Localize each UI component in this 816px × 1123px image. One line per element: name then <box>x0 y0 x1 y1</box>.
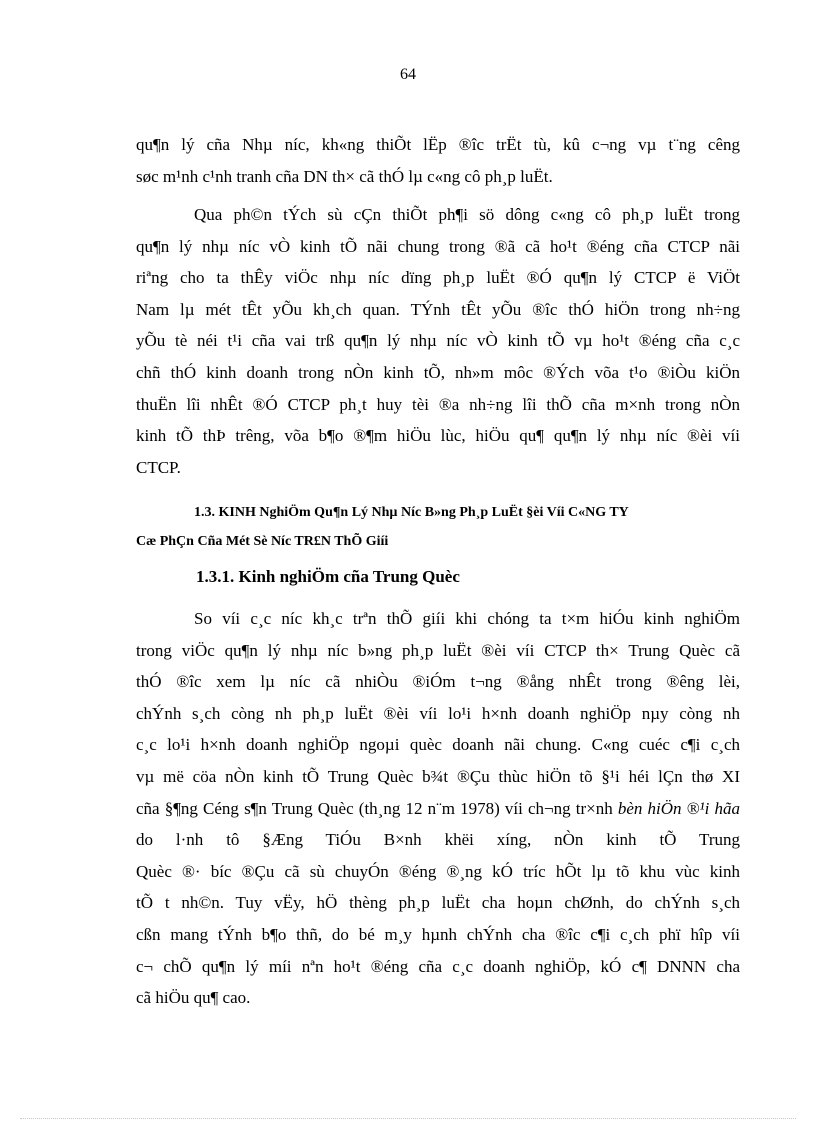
text-line: chñ thÓ kinh doanh trong nÒn kinh tÕ, nh»m môc ®Ých võa t¹o ®iÒu kiÖn <box>136 362 740 382</box>
text-line: thuËn lîi nhÊt ®Ó CTCP ph¸t huy tèi ®a nh÷ng lîi thÕ cña m×nh trong nÒn <box>136 394 740 414</box>
text-run: do l·nh tô §Æng TiÓu B×nh khëi xíng, nÒn kinh tÕ Trung <box>136 830 740 850</box>
text-line: Quèc ®· bíc ®Çu cã sù chuyÓn ®éng ®¸ng kÓ tríc hÕt lµ tõ khu vùc kinh <box>136 861 740 881</box>
paragraph-2 <box>136 199 740 483</box>
heading-line: 1.3. KINH NghiÖm Qu¶n Lý Nhµ Níc B»ng Ph¸p LuËt §èi Víi C«NG TY <box>194 505 629 520</box>
italic-phrase: bèn hiÖn ®¹i hãa <box>617 798 740 818</box>
heading-line: Cæ PhÇn Cña Mét Sè Níc TR£N ThÕ Giíi <box>136 534 389 549</box>
text-line: cã hiÖu qu¶ cao. <box>136 988 251 1008</box>
text-line <box>136 793 740 856</box>
text-line: vµ më cöa nÒn kinh tÕ Trung Quèc b¾t ®Çu thùc hiÖn tõ §¹i héi lÇn thø XI <box>136 766 740 786</box>
text-run: cña §¶ng Céng s¶n Trung Quèc (th¸ng 12 n¨m 1978) víi ch¬ng tr×nh <box>136 798 618 818</box>
text-line: c¸c lo¹i h×nh doanh nghiÖp ngoµi quèc doanh nãi chung. C«ng cuéc c¶i c¸ch <box>136 735 740 755</box>
text-line: tÕ t nh©n. Tuy vËy, hÖ thèng ph¸p luËt cha hoµn chØnh, do chÝnh s¸ch <box>136 893 740 913</box>
text-line: riªng cho ta thÊy viÖc nhµ níc dïng ph¸p luËt ®Ó qu¶n lý CTCP ë ViÖt <box>136 268 740 288</box>
text-line: Nam lµ mét tÊt yÕu kh¸ch quan. TÝnh tÊt yÕu ®îc thÓ hiÖn trong nh÷ng <box>136 299 740 319</box>
text-line: So víi c¸c níc kh¸c trªn thÕ giíi khi chóng ta t×m hiÓu kinh nghiÖm <box>194 609 740 628</box>
text-line: qu¶n lý cña Nhµ níc, kh«ng thiÕt lËp ®îc trËt tù, kû c¬ng vµ t¨ng cêng <box>136 135 740 154</box>
text-line: chÝnh s¸ch còng nh ph¸p luËt ®èi víi lo¹i h×nh doanh nghiÖp nµy còng nh <box>136 703 740 723</box>
text-line: Qua ph©n tÝch sù cÇn thiÕt ph¶i sö dông c«ng cô ph¸p luËt trong <box>194 205 740 224</box>
page-number: 64 <box>400 66 416 83</box>
paragraph-1 <box>136 129 740 192</box>
text-line: c¬ chÕ qu¶n lý míi nªn ho¹t ®éng cña c¸c doanh nghiÖp, kÓ c¶ DNNN cha <box>136 956 740 976</box>
text-line: cßn mang tÝnh b¶o thñ, do bé m¸y hµnh chÝnh cha ®îc c¶i c¸ch phï hîp víi <box>136 924 740 944</box>
text-line: qu¶n lý nhµ níc vÒ kinh tÕ nãi chung trong ®ã cã ho¹t ®éng cña CTCP nãi <box>136 236 740 256</box>
text-line: trong viÖc qu¶n lý nhµ níc b»ng ph¸p luËt ®èi víi CTCP th× Trung Quèc cã <box>136 640 740 660</box>
text-line: søc m¹nh c¹nh tranh cña DN th× cã thÓ lµ c«ng cô ph¸p luËt. <box>136 166 553 186</box>
page-bottom-border <box>20 1118 796 1119</box>
text-line: yÕu tè néi t¹i cña vai trß qu¶n lý nhµ níc vÒ kinh tÕ vµ ho¹t ®éng cña c¸c <box>136 331 740 351</box>
text-line: kinh tÕ thÞ trêng, võa b¶o ®¶m hiÖu lùc, hiÖu qu¶ qu¶n lý nhµ níc ®èi víi <box>136 426 740 446</box>
text-line: thÓ ®îc xem lµ níc cã nhiÒu ®iÓm t¬ng ®ång nhÊt trong ®êng lèi, <box>136 672 740 692</box>
subsection-heading: 1.3.1. Kinh nghiÖm cña Trung Quèc <box>196 567 460 586</box>
text-line: CTCP. <box>136 457 181 477</box>
section-heading <box>136 498 742 556</box>
paragraph-3 <box>136 603 740 1014</box>
